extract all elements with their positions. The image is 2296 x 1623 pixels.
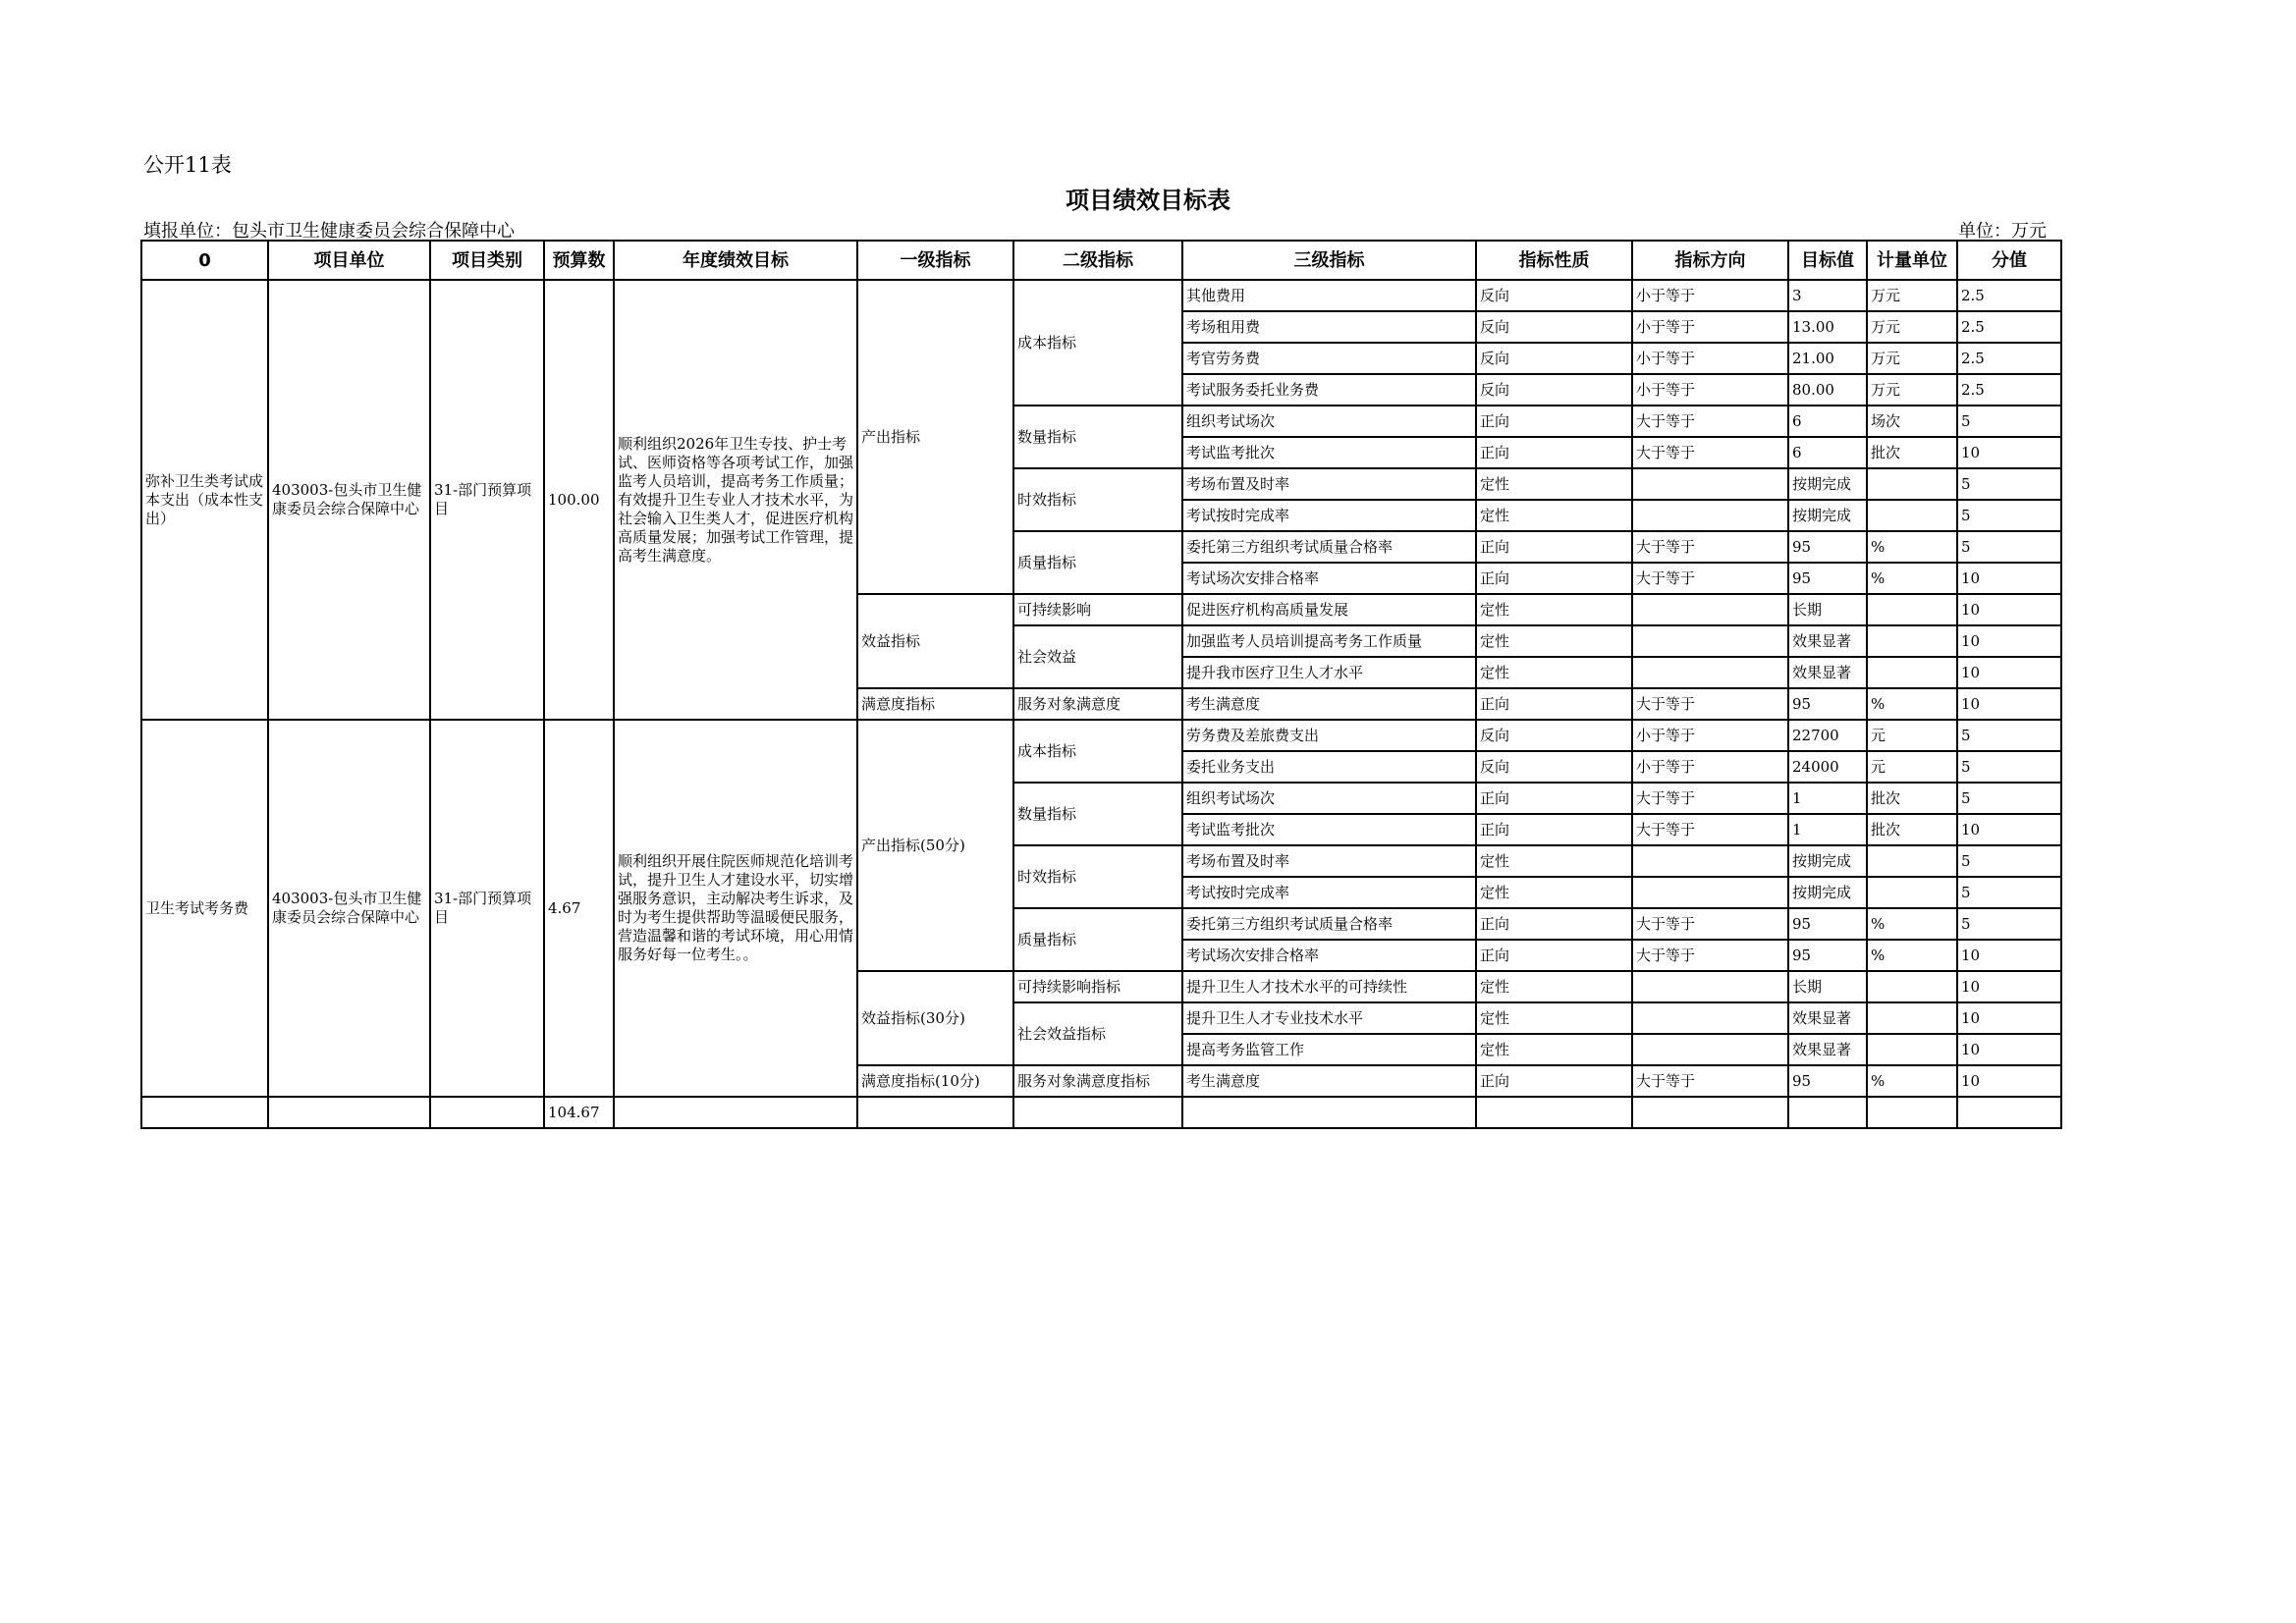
score-cell: 5 [1957,751,2061,783]
measure-unit-cell: 元 [1867,720,1957,751]
measure-unit-cell [1867,877,1957,908]
empty-cell [614,1097,857,1128]
target-value-cell: 13.00 [1788,311,1867,343]
indicator-direction-cell: 大于等于 [1632,1065,1788,1097]
level1-indicator-cell: 产出指标 [857,280,1013,594]
project-unit-cell: 403003-包头市卫生健康委员会综合保障中心 [268,280,430,720]
indicator-nature-cell: 定性 [1476,500,1632,531]
level2-indicator-cell: 成本指标 [1013,280,1182,406]
indicator-direction-cell: 小于等于 [1632,343,1788,374]
budget-cell: 4.67 [544,720,614,1097]
measure-unit-cell: 万元 [1867,311,1957,343]
measure-unit-cell: % [1867,688,1957,720]
indicator-direction-cell [1632,625,1788,657]
measure-unit-cell [1867,657,1957,688]
level3-indicator-cell: 劳务费及差旅费支出 [1182,720,1476,751]
level2-indicator-cell: 社会效益 [1013,625,1182,688]
measure-unit-cell: 万元 [1867,280,1957,311]
indicator-direction-cell: 大于等于 [1632,406,1788,437]
target-value-cell: 按期完成 [1788,468,1867,500]
indicator-direction-cell [1632,657,1788,688]
score-cell: 10 [1957,594,2061,625]
score-cell: 10 [1957,814,2061,845]
score-cell: 10 [1957,688,2061,720]
level3-indicator-cell: 考场布置及时率 [1182,468,1476,500]
target-value-cell: 1 [1788,814,1867,845]
score-cell: 10 [1957,437,2061,468]
measure-unit-cell: % [1867,531,1957,563]
level3-indicator-cell: 考试场次安排合格率 [1182,940,1476,971]
score-cell: 10 [1957,971,2061,1002]
level2-indicator-cell: 可持续影响 [1013,594,1182,625]
header-cell: 分值 [1957,241,2061,280]
score-cell: 10 [1957,563,2061,594]
header-cell: 计量单位 [1867,241,1957,280]
level3-indicator-cell: 委托第三方组织考试质量合格率 [1182,531,1476,563]
indicator-nature-cell: 正向 [1476,531,1632,563]
level3-indicator-cell: 考试监考批次 [1182,437,1476,468]
indicator-direction-cell [1632,468,1788,500]
indicator-nature-cell: 正向 [1476,940,1632,971]
score-cell: 10 [1957,940,2061,971]
performance-target-table [140,240,2062,1129]
level2-indicator-cell: 数量指标 [1013,406,1182,468]
level2-indicator-cell: 时效指标 [1013,468,1182,531]
project-unit-cell: 403003-包头市卫生健康委员会综合保障中心 [268,720,430,1097]
indicator-nature-cell: 正向 [1476,908,1632,940]
indicator-nature-cell: 反向 [1476,751,1632,783]
level3-indicator-cell: 组织考试场次 [1182,406,1476,437]
target-value-cell: 6 [1788,406,1867,437]
score-cell: 5 [1957,500,2061,531]
indicator-direction-cell [1632,594,1788,625]
indicator-nature-cell: 正向 [1476,406,1632,437]
indicator-direction-cell: 小于等于 [1632,720,1788,751]
level1-indicator-cell: 产出指标(50分) [857,720,1013,971]
indicator-nature-cell: 反向 [1476,343,1632,374]
measure-unit-cell: 场次 [1867,406,1957,437]
level3-indicator-cell: 其他费用 [1182,280,1476,311]
indicator-nature-cell: 正向 [1476,1065,1632,1097]
measure-unit-cell: 万元 [1867,343,1957,374]
indicator-direction-cell: 大于等于 [1632,563,1788,594]
empty-cell [1182,1097,1476,1128]
level3-indicator-cell: 考生满意度 [1182,1065,1476,1097]
filling-unit: 填报单位：包头市卫生健康委员会综合保障中心 [143,221,515,242]
header-cell: 项目单位 [268,241,430,280]
level2-indicator-cell: 时效指标 [1013,845,1182,908]
header-cell: 指标方向 [1632,241,1788,280]
target-value-cell: 95 [1788,563,1867,594]
level1-indicator-cell: 满意度指标(10分) [857,1065,1013,1097]
total-budget-cell: 104.67 [544,1097,614,1128]
target-value-cell: 效果显著 [1788,657,1867,688]
header-cell: 0 [141,241,268,280]
header-cell: 目标值 [1788,241,1867,280]
empty-cell [1476,1097,1632,1128]
project-category-cell: 31-部门预算项目 [430,280,544,720]
indicator-nature-cell: 反向 [1476,311,1632,343]
level3-indicator-cell: 考试服务委托业务费 [1182,374,1476,406]
target-value-cell: 24000 [1788,751,1867,783]
target-value-cell: 80.00 [1788,374,1867,406]
empty-cell [1013,1097,1182,1128]
level3-indicator-cell: 提升卫生人才技术水平的可持续性 [1182,971,1476,1002]
empty-cell [1788,1097,1867,1128]
level3-indicator-cell: 考生满意度 [1182,688,1476,720]
score-cell: 2.5 [1957,280,2061,311]
level2-indicator-cell: 服务对象满意度指标 [1013,1065,1182,1097]
indicator-nature-cell: 定性 [1476,1034,1632,1065]
header-cell: 指标性质 [1476,241,1632,280]
table-row [141,720,2061,751]
empty-cell [268,1097,430,1128]
indicator-nature-cell: 正向 [1476,688,1632,720]
money-unit: 单位：万元 [1958,221,2047,242]
score-cell: 2.5 [1957,343,2061,374]
measure-unit-cell: % [1867,908,1957,940]
target-value-cell: 按期完成 [1788,500,1867,531]
target-value-cell: 21.00 [1788,343,1867,374]
indicator-direction-cell [1632,1034,1788,1065]
indicator-nature-cell: 定性 [1476,625,1632,657]
empty-cell [141,1097,268,1128]
score-cell: 5 [1957,406,2061,437]
level3-indicator-cell: 提升我市医疗卫生人才水平 [1182,657,1476,688]
header-cell: 预算数 [544,241,614,280]
level3-indicator-cell: 考场布置及时率 [1182,845,1476,877]
indicator-direction-cell: 大于等于 [1632,814,1788,845]
score-cell: 5 [1957,877,2061,908]
measure-unit-cell [1867,845,1957,877]
level2-indicator-cell: 社会效益指标 [1013,1002,1182,1065]
document-title: 项目绩效目标表 [1066,187,1230,214]
score-cell: 5 [1957,720,2061,751]
score-cell: 5 [1957,531,2061,563]
indicator-direction-cell: 小于等于 [1632,751,1788,783]
level2-indicator-cell: 成本指标 [1013,720,1182,783]
target-value-cell: 效果显著 [1788,1002,1867,1034]
score-cell: 10 [1957,657,2061,688]
measure-unit-cell [1867,1002,1957,1034]
measure-unit-cell [1867,594,1957,625]
level3-indicator-cell: 考官劳务费 [1182,343,1476,374]
indicator-direction-cell: 大于等于 [1632,531,1788,563]
indicator-nature-cell: 正向 [1476,563,1632,594]
level3-indicator-cell: 促进医疗机构高质量发展 [1182,594,1476,625]
score-cell: 10 [1957,1065,2061,1097]
target-value-cell: 95 [1788,940,1867,971]
level3-indicator-cell: 考试场次安排合格率 [1182,563,1476,594]
score-cell: 2.5 [1957,311,2061,343]
table-body [141,280,2061,1128]
indicator-nature-cell: 定性 [1476,657,1632,688]
project-name-cell: 卫生考试考务费 [141,720,268,1097]
annual-goal-cell: 顺利组织开展住院医师规范化培训考试，提升卫生人才建设水平，切实增强服务意识，主动解决考生诉求，及时为考生提供帮助等温暖便民服务，营造温馨和谐的考试环境，用心用情服务好每一位考生。。 [614,720,857,1097]
score-cell: 5 [1957,908,2061,940]
measure-unit-cell [1867,971,1957,1002]
indicator-nature-cell: 定性 [1476,468,1632,500]
indicator-nature-cell: 定性 [1476,1002,1632,1034]
table-row [141,280,2061,311]
measure-unit-cell: 元 [1867,751,1957,783]
measure-unit-cell: 批次 [1867,437,1957,468]
indicator-direction-cell [1632,500,1788,531]
level3-indicator-cell: 加强监考人员培训提高考务工作质量 [1182,625,1476,657]
empty-cell [857,1097,1013,1128]
measure-unit-cell: % [1867,563,1957,594]
table-label: 公开11表 [143,153,232,177]
level3-indicator-cell: 提升卫生人才专业技术水平 [1182,1002,1476,1034]
measure-unit-cell: 万元 [1867,374,1957,406]
indicator-direction-cell [1632,845,1788,877]
target-value-cell: 6 [1788,437,1867,468]
budget-cell: 100.00 [544,280,614,720]
level2-indicator-cell: 质量指标 [1013,531,1182,594]
indicator-nature-cell: 反向 [1476,374,1632,406]
header-row [141,241,2061,280]
indicator-direction-cell: 大于等于 [1632,688,1788,720]
indicator-nature-cell: 定性 [1476,594,1632,625]
indicator-nature-cell: 正向 [1476,437,1632,468]
level1-indicator-cell: 效益指标(30分) [857,971,1013,1065]
indicator-direction-cell: 小于等于 [1632,311,1788,343]
level3-indicator-cell: 提高考务监管工作 [1182,1034,1476,1065]
level2-indicator-cell: 服务对象满意度 [1013,688,1182,720]
score-cell: 10 [1957,1002,2061,1034]
indicator-nature-cell: 正向 [1476,783,1632,814]
target-value-cell: 长期 [1788,971,1867,1002]
indicator-direction-cell [1632,877,1788,908]
indicator-nature-cell: 定性 [1476,971,1632,1002]
level2-indicator-cell: 质量指标 [1013,908,1182,971]
measure-unit-cell: % [1867,940,1957,971]
target-value-cell: 按期完成 [1788,877,1867,908]
level3-indicator-cell: 考试按时完成率 [1182,877,1476,908]
measure-unit-cell: % [1867,1065,1957,1097]
total-row [141,1097,2061,1128]
score-cell: 5 [1957,783,2061,814]
target-value-cell: 长期 [1788,594,1867,625]
target-value-cell: 95 [1788,1065,1867,1097]
target-value-cell: 按期完成 [1788,845,1867,877]
annual-goal-cell: 顺利组织2026年卫生专技、护士考试、医师资格等各项考试工作，加强监考人员培训，提高考务工作质量；有效提升卫生专业人才技术水平，为社会输入卫生类人才，促进医疗机构高质量发展；加强考试工作管理，提高考生满意度。 [614,280,857,720]
indicator-nature-cell: 正向 [1476,814,1632,845]
target-value-cell: 效果显著 [1788,625,1867,657]
level3-indicator-cell: 组织考试场次 [1182,783,1476,814]
project-category-cell: 31-部门预算项目 [430,720,544,1097]
level1-indicator-cell: 满意度指标 [857,688,1013,720]
level2-indicator-cell: 可持续影响指标 [1013,971,1182,1002]
target-value-cell: 22700 [1788,720,1867,751]
empty-cell [1867,1097,1957,1128]
level3-indicator-cell: 考场租用费 [1182,311,1476,343]
indicator-nature-cell: 反向 [1476,280,1632,311]
indicator-direction-cell [1632,1002,1788,1034]
empty-cell [1957,1097,2061,1128]
target-value-cell: 3 [1788,280,1867,311]
empty-cell [430,1097,544,1128]
measure-unit-cell [1867,625,1957,657]
level3-indicator-cell: 委托第三方组织考试质量合格率 [1182,908,1476,940]
level2-indicator-cell: 数量指标 [1013,783,1182,845]
measure-unit-cell: 批次 [1867,814,1957,845]
level1-indicator-cell: 效益指标 [857,594,1013,688]
header-cell: 三级指标 [1182,241,1476,280]
indicator-direction-cell: 大于等于 [1632,908,1788,940]
target-value-cell: 1 [1788,783,1867,814]
level3-indicator-cell: 委托业务支出 [1182,751,1476,783]
level3-indicator-cell: 考试按时完成率 [1182,500,1476,531]
indicator-nature-cell: 定性 [1476,877,1632,908]
indicator-direction-cell: 小于等于 [1632,374,1788,406]
score-cell: 2.5 [1957,374,2061,406]
header-cell: 项目类别 [430,241,544,280]
header-cell: 二级指标 [1013,241,1182,280]
indicator-direction-cell: 大于等于 [1632,940,1788,971]
score-cell: 5 [1957,468,2061,500]
indicator-nature-cell: 反向 [1476,720,1632,751]
indicator-direction-cell: 大于等于 [1632,783,1788,814]
header-cell: 一级指标 [857,241,1013,280]
measure-unit-cell [1867,468,1957,500]
indicator-direction-cell [1632,971,1788,1002]
score-cell: 10 [1957,625,2061,657]
score-cell: 10 [1957,1034,2061,1065]
header-cell: 年度绩效目标 [614,241,857,280]
project-name-cell: 弥补卫生类考试成本支出（成本性支出） [141,280,268,720]
target-value-cell: 95 [1788,908,1867,940]
measure-unit-cell [1867,1034,1957,1065]
score-cell: 5 [1957,845,2061,877]
indicator-direction-cell: 小于等于 [1632,280,1788,311]
empty-cell [1632,1097,1788,1128]
indicator-nature-cell: 定性 [1476,845,1632,877]
measure-unit-cell: 批次 [1867,783,1957,814]
target-value-cell: 效果显著 [1788,1034,1867,1065]
measure-unit-cell [1867,500,1957,531]
target-value-cell: 95 [1788,531,1867,563]
indicator-direction-cell: 大于等于 [1632,437,1788,468]
level3-indicator-cell: 考试监考批次 [1182,814,1476,845]
target-value-cell: 95 [1788,688,1867,720]
